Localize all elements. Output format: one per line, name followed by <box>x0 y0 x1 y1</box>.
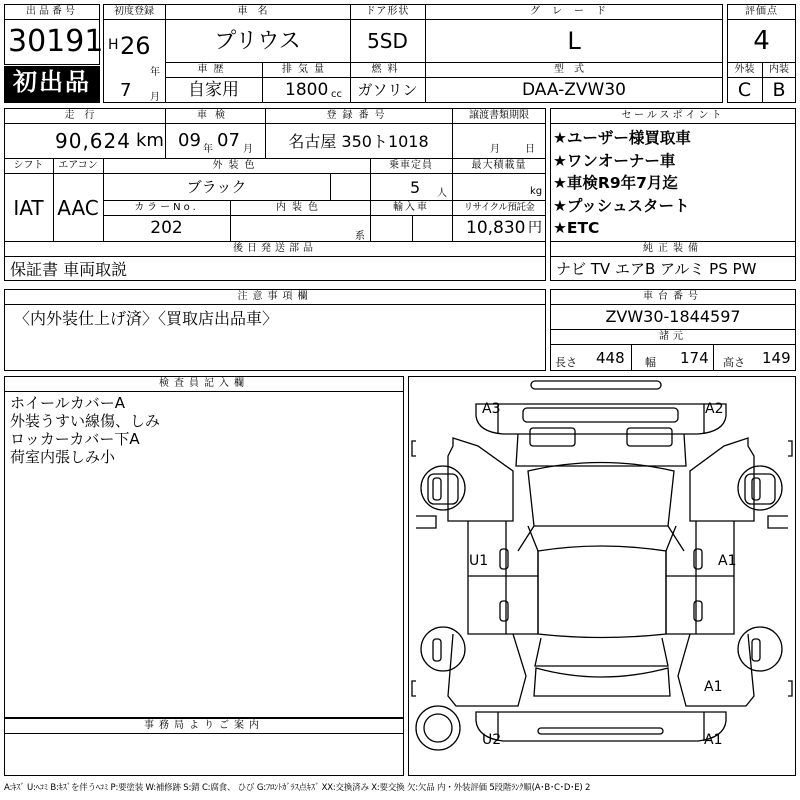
history: 自家用 <box>188 80 239 100</box>
inspector-label: 検査員記入欄 <box>159 378 249 389</box>
chassis-number: ZVW30-1844597 <box>605 307 741 326</box>
inspector-note: 外装うすい線傷、しみ <box>10 412 161 430</box>
recycle-unit: 円 <box>528 220 542 236</box>
max-load-label: 最大積載量 <box>471 160 527 171</box>
color-no: 202 <box>150 218 183 238</box>
sales-point-item: ★ワンオーナー車 <box>553 151 676 170</box>
first-reg-year: 26 <box>120 32 151 60</box>
history-label: 車歴 <box>197 64 230 75</box>
recycle: 10,830 <box>466 218 526 238</box>
inspection-label: 車検 <box>197 110 233 121</box>
car-damage-diagram <box>408 376 796 776</box>
chassis-label: 車台番号 <box>643 291 703 302</box>
exterior-color: ブラック <box>186 178 247 196</box>
car-name-label: 車名 <box>237 6 278 17</box>
damage-mark-right-door: A1 <box>718 553 737 569</box>
displacement: 1800 <box>285 80 329 100</box>
notes-label: 注意事項欄 <box>237 291 313 302</box>
inspector-note: ロッカーカバー下A <box>10 430 140 448</box>
dimensions-label: 諸元 <box>659 331 687 342</box>
office-label: 事務局よりご案内 <box>144 720 264 731</box>
later-parts: 保証書 車両取説 <box>10 260 128 279</box>
transfer-month-unit: 月 <box>490 144 500 155</box>
first-reg-label: 初度登録 <box>114 6 154 17</box>
interior-color-label: 内装色 <box>276 202 324 213</box>
damage-mark-front-left: A3 <box>482 401 501 417</box>
capacity-unit: 人 <box>437 188 447 199</box>
first-listing-badge: 初出品 <box>13 68 91 96</box>
score: 4 <box>753 26 770 56</box>
displacement-unit: cc <box>331 89 342 100</box>
inspection-month-unit: 月 <box>243 144 253 155</box>
door-label: ドア形状 <box>365 6 410 17</box>
later-parts-label: 後日発送部品 <box>233 243 317 254</box>
damage-mark-right-rear: A1 <box>704 679 723 695</box>
model-label: 型式 <box>554 64 594 75</box>
damage-mark-front-right: A2 <box>705 401 724 417</box>
inspection-year: 09 <box>178 130 201 151</box>
lot-number-label: 出品番号 <box>26 6 78 17</box>
width-label: 幅 <box>645 356 656 369</box>
legend-footnote: A:ｷｽﾞ U:ﾍｺﾐ B:ｷｽﾞを伴うﾍｺﾐ P:要塗装 W:補修跡 S:錆 C:腐食、 ひび G:ﾌﾛﾝﾄｶﾞﾗｽ点ｷｽﾞ XX:交換済み X:要交換 欠:欠品 内・外装評価 5段階ﾗﾝｸ順(A･B･C･D･E) 2 <box>4 783 591 793</box>
mileage-unit: km <box>136 130 164 151</box>
sales-point-item: ★ユーザー様買取車 <box>553 129 691 147</box>
max-load-unit: kg <box>530 186 543 197</box>
transfer-day-unit: 日 <box>525 144 535 155</box>
first-reg-month-unit: 月 <box>150 92 160 103</box>
inspector-note: ホイールカバーA <box>10 394 125 412</box>
recycle-label: リサイクル預託金 <box>463 202 535 213</box>
import-label: 輸入車 <box>393 202 429 213</box>
exterior-grade-label: 外装 <box>734 64 755 75</box>
first-reg-month: 7 <box>120 80 132 101</box>
sales-point-item: ★ETC <box>553 219 600 237</box>
shift-label: シフト <box>13 160 44 171</box>
equipment: ナビ TV エアB アルミ PS PW <box>556 260 757 278</box>
door-type: 5SD <box>367 29 408 53</box>
ac: AAC <box>57 196 99 220</box>
reg-no-label: 登録番号 <box>326 110 391 121</box>
capacity-label: 乗車定員 <box>389 160 433 171</box>
damage-mark-left-door: U1 <box>469 553 489 569</box>
fuel: ガソリン <box>357 81 418 99</box>
inspection-year-unit: 年 <box>203 144 213 155</box>
notes: 〈内外装仕上げ済〉〈買取店出品車〉 <box>14 309 279 328</box>
color-no-label: カラーNo. <box>134 202 199 213</box>
grade-label: グレード <box>530 6 618 17</box>
capacity: 5 <box>410 178 421 197</box>
shift: IAT <box>13 196 44 220</box>
interior-color-unit: 系 <box>355 231 365 242</box>
sales-point-item: ★車検R9年7月迄 <box>553 174 678 192</box>
transfer-label: 譲渡書類期限 <box>469 110 529 121</box>
lot-number: 30191 <box>8 24 104 59</box>
width: 174 <box>680 349 709 367</box>
first-reg-era: H <box>108 37 119 53</box>
ac-label: エアコン <box>58 160 98 171</box>
height-label: 高さ <box>723 356 745 369</box>
exterior-grade: C <box>737 79 752 101</box>
displacement-label: 排気量 <box>282 64 330 75</box>
car-name: プリウス <box>214 29 301 54</box>
inspection-month: 07 <box>217 130 240 151</box>
length-label: 長さ <box>555 356 577 369</box>
first-reg-year-unit: 年 <box>150 67 160 78</box>
mileage-label: 走行 <box>64 110 105 121</box>
mileage: 90,624 <box>55 129 131 153</box>
inspector-note: 荷室内張しみ小 <box>10 448 116 466</box>
length: 448 <box>596 349 625 367</box>
reg-no: 名古屋 350ト1018 <box>288 132 429 151</box>
interior-grade-label: 内装 <box>769 64 789 75</box>
interior-grade: B <box>772 79 786 101</box>
damage-mark-rear-right: A1 <box>704 732 723 748</box>
exterior-color-label: 外装色 <box>212 160 261 171</box>
sales-point-item: ★プッシュスタート <box>553 196 690 215</box>
score-label: 評価点 <box>745 6 778 17</box>
equipment-label: 純正装備 <box>643 243 703 254</box>
damage-mark-rear-left: U2 <box>482 732 502 748</box>
fuel-label: 燃料 <box>371 64 404 75</box>
grade: L <box>567 27 581 55</box>
sales-points-list <box>553 127 793 240</box>
inspector-notes <box>10 394 160 466</box>
sales-points-label: セールスポイント <box>621 110 725 121</box>
model: DAA-ZVW30 <box>521 80 626 100</box>
height: 149 <box>762 349 791 367</box>
